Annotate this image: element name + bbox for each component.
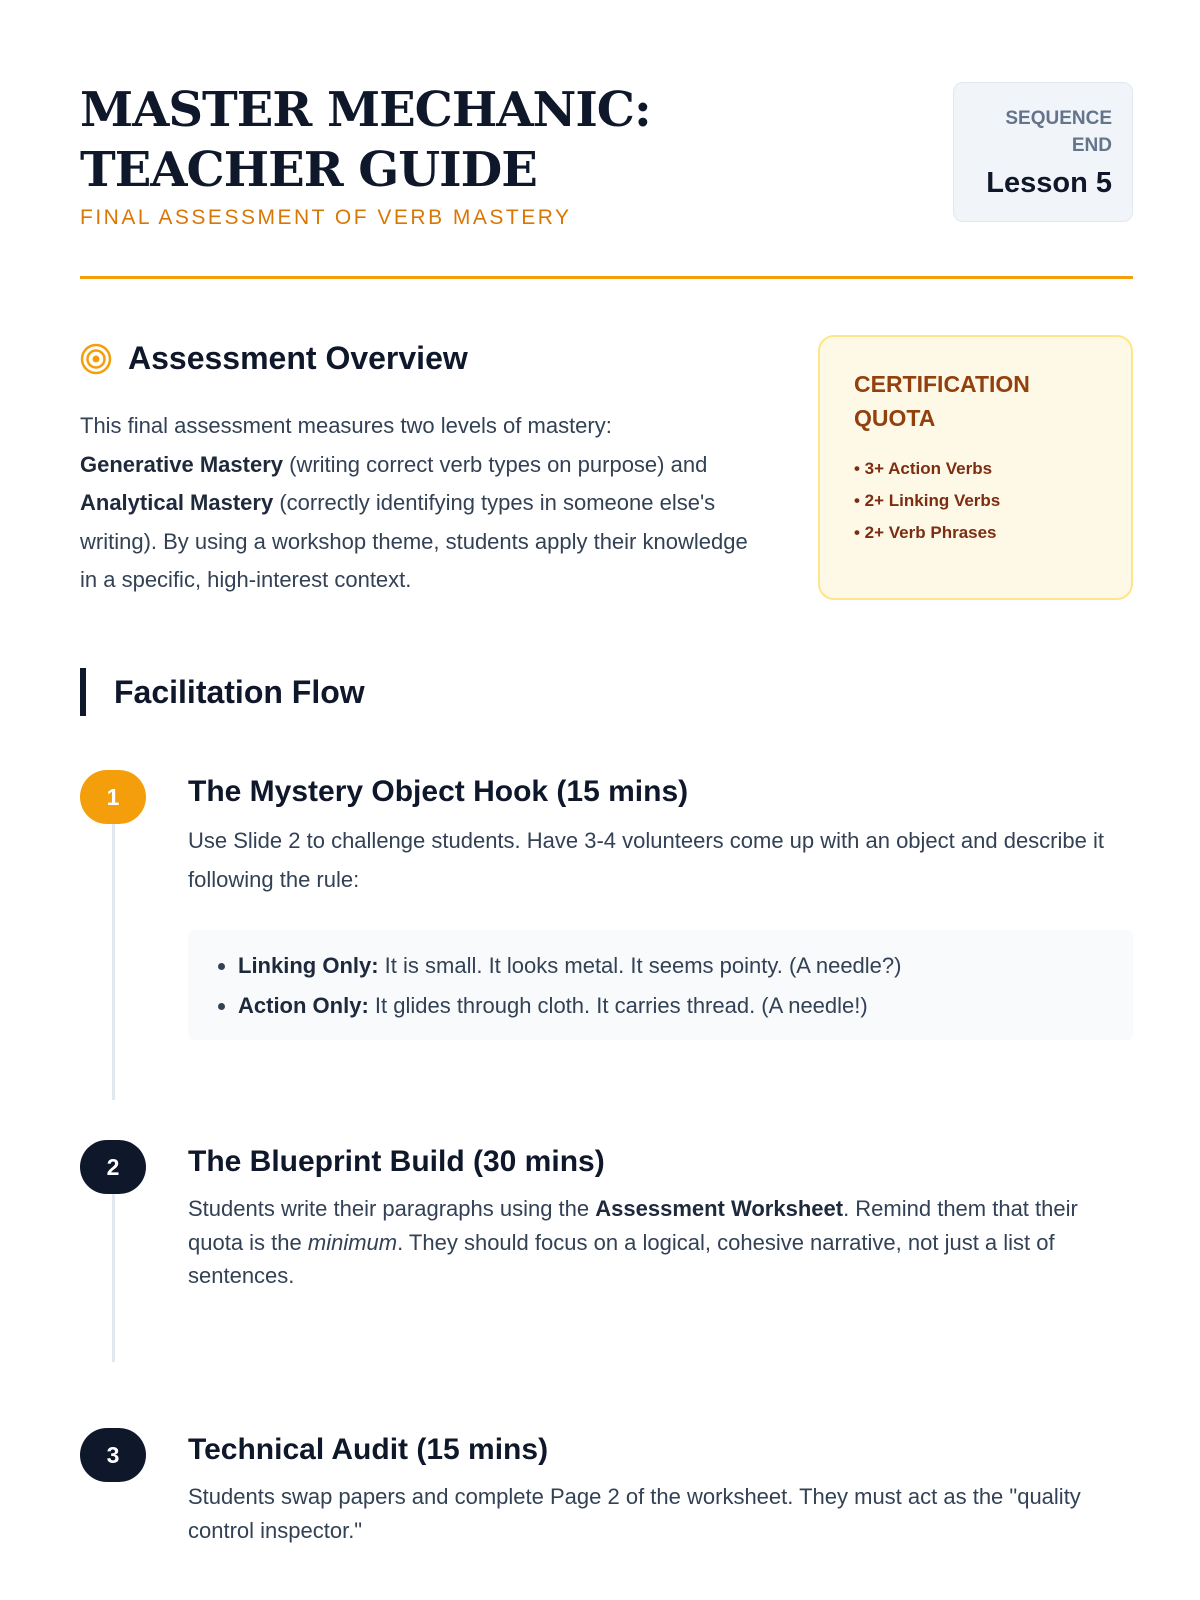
quota-item: • 2+ Verb Phrases	[854, 523, 997, 542]
step-body-part: . They should focus on a logical, cohesive narrative, not just a list of sentences.	[188, 1229, 1055, 1288]
step-title: The Blueprint Build (30 mins)	[188, 1145, 605, 1178]
example-label: Linking Only:	[238, 953, 379, 978]
sequence-card	[953, 82, 1133, 222]
page-title: MASTER MECHANIC: TEACHER GUIDE	[80, 82, 651, 198]
worksheet-name: Assessment Worksheet	[595, 1196, 844, 1221]
facilitation-title: Facilitation Flow	[114, 673, 365, 710]
step-body	[188, 1192, 1133, 1293]
step-title: Technical Audit (15 mins)	[188, 1433, 549, 1466]
quota-item: • 3+ Action Verbs	[854, 459, 993, 478]
example-text: It glides through cloth. It carries thread. (A needle!)	[368, 993, 868, 1018]
header-divider	[80, 276, 1133, 279]
example-label: Action Only:	[238, 993, 369, 1018]
overview-term-generative: Generative Mastery	[80, 451, 283, 477]
step-body: Students swap papers and complete Page 2 of the worksheet. They must act as the "quality control inspector."	[188, 1484, 1081, 1543]
step-number-badge: 2	[80, 1140, 146, 1194]
page-header	[80, 78, 1133, 278]
emphasis-text: minimum	[307, 1229, 398, 1255]
step-body-part: Students write their paragraphs using the	[188, 1196, 596, 1221]
step-title: The Mystery Object Hook (15 mins)	[188, 775, 689, 808]
overview-text	[80, 407, 770, 600]
step-body-part: . Remind them that their quota is the	[188, 1196, 1078, 1255]
overview-term-analytical-desc: (correctly identifying types in someone else's writing). By using a workshop theme, students apply their knowledge in a specific, high-interest context.	[80, 490, 748, 592]
example-list	[208, 946, 1133, 1026]
overview-title: Assessment Overview	[128, 340, 468, 376]
page-subtitle: FINAL ASSESSMENT OF VERB MASTERY	[80, 206, 572, 229]
example-text: It is small. It looks metal. It seems pointy. (A needle?)	[378, 953, 902, 978]
quota-list	[854, 453, 1101, 549]
overview-term-analytical: Analytical Mastery	[80, 490, 274, 515]
certification-quota-card	[818, 335, 1133, 600]
timeline-connector	[112, 1194, 115, 1362]
quota-item: • 2+ Linking Verbs	[854, 491, 1001, 510]
example-item	[238, 946, 1133, 986]
step-number-badge: 3	[80, 1428, 146, 1482]
example-box	[188, 930, 1133, 1040]
overview-term-generative-desc: (writing correct verb types on purpose) and	[283, 451, 708, 477]
example-item	[238, 986, 1133, 1026]
overview-heading	[80, 340, 468, 377]
target-icon	[80, 343, 112, 375]
sequence-value: Lesson 5	[986, 167, 1112, 199]
step-body: Use Slide 2 to challenge students. Have 3-4 volunteers come up with an object and describe it following the rule:	[188, 828, 1104, 892]
sequence-label: SEQUENCE END	[1005, 108, 1112, 156]
timeline-connector	[112, 824, 115, 1100]
heading-accent-bar	[80, 668, 86, 716]
step-number-badge: 1	[80, 770, 146, 824]
quota-title: CERTIFICATION QUOTA	[854, 371, 1030, 431]
facilitation-heading	[80, 668, 365, 716]
overview-intro: This final assessment measures two levels of mastery:	[80, 413, 612, 438]
